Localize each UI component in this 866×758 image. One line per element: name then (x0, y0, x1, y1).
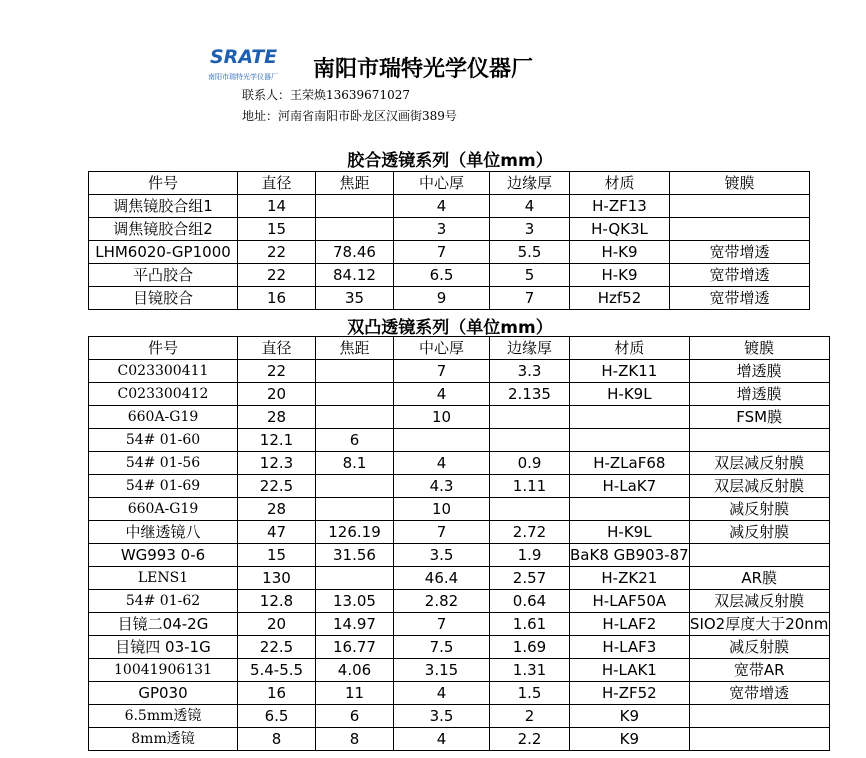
table-cell: BaK8 GB903-87 (570, 544, 690, 567)
table-cell: 宽带增透 (670, 287, 810, 310)
table-row (89, 218, 810, 241)
table-cell: H-ZF13 (570, 195, 670, 218)
table-cell: 2.2 (490, 728, 570, 751)
table-cell: 31.56 (316, 544, 394, 567)
table-cell: 16.77 (316, 636, 394, 659)
table-row (89, 705, 830, 728)
table-cell (670, 195, 810, 218)
column-header: 焦距 (316, 172, 394, 195)
table-cell: 78.46 (316, 241, 394, 264)
column-header: 件号 (89, 172, 238, 195)
table-cell: H-K9 (570, 241, 670, 264)
table-cell: 减反射膜 (689, 498, 829, 521)
table-cell: 8.1 (316, 452, 394, 475)
table-row (89, 521, 830, 544)
table-cell: 22 (238, 360, 316, 383)
contact-line: 联系人：王荣焕13639671027 (242, 88, 410, 102)
table-cell: 宽带增透 (689, 682, 829, 705)
table-cell: C023300412 (89, 383, 238, 406)
column-header: 直径 (238, 337, 316, 360)
table-cell: H-K9L (570, 521, 690, 544)
table-cell: 1.69 (490, 636, 570, 659)
address-line: 地址：河南省南阳市卧龙区汉画街389号 (242, 109, 457, 123)
table-cell: 7.5 (394, 636, 490, 659)
table-row (89, 636, 830, 659)
table-cell: H-LAF3 (570, 636, 690, 659)
table-row (89, 429, 830, 452)
table-row (89, 360, 830, 383)
table-row (89, 406, 830, 429)
table-cell: 54# 01-69 (89, 475, 238, 498)
table-cell: 2.57 (490, 567, 570, 590)
table-cell: 6.5mm透镜 (89, 705, 238, 728)
table-cell: 15 (238, 544, 316, 567)
table-cell: 28 (238, 498, 316, 521)
table-cell (316, 406, 394, 429)
table-cell: 6 (316, 429, 394, 452)
table-cell: 平凸胶合 (89, 264, 238, 287)
table-cell: 2.82 (394, 590, 490, 613)
table-row (89, 590, 830, 613)
table-cell: 目镜胶合 (89, 287, 238, 310)
table-cell: 14.97 (316, 613, 394, 636)
table-cell: 12.1 (238, 429, 316, 452)
table-cell: 1.5 (490, 682, 570, 705)
table-cell: 宽带增透 (670, 264, 810, 287)
table-cell: H-K9 (570, 264, 670, 287)
table-cell (490, 429, 570, 452)
table-cell (316, 195, 394, 218)
table-cell: 20 (238, 613, 316, 636)
table-cell (316, 360, 394, 383)
column-header: 材质 (570, 337, 690, 360)
column-header: 镀膜 (689, 337, 829, 360)
table-cell: 15 (238, 218, 316, 241)
table-cell: 调焦镜胶合组2 (89, 218, 238, 241)
table-cell: 调焦镜胶合组1 (89, 195, 238, 218)
table-cell (316, 383, 394, 406)
logo-wordmark: SRATE (210, 46, 278, 68)
table-cell: SIO2厚度大于20nm (689, 613, 829, 636)
table-cell: 10 (394, 498, 490, 521)
table-cell: 2.135 (490, 383, 570, 406)
column-header: 边缘厚 (490, 337, 570, 360)
table-cell: WG993 0-6 (89, 544, 238, 567)
table-cell: 8 (238, 728, 316, 751)
table-cell: 3.3 (490, 360, 570, 383)
table-cell (689, 429, 829, 452)
column-header: 件号 (89, 337, 238, 360)
table-row (89, 287, 810, 310)
table-cell: LHM6020-GP1000 (89, 241, 238, 264)
table-cell: 宽带增透 (670, 241, 810, 264)
section-title-cemented: 胶合透镜系列（单位mm） (347, 151, 553, 171)
table-cell: 9 (394, 287, 490, 310)
table-cell: 14 (238, 195, 316, 218)
table-header-row (89, 172, 810, 195)
table-cell: H-ZLaF68 (570, 452, 690, 475)
table-cell: 3 (490, 218, 570, 241)
table-row (89, 475, 830, 498)
logo-subtext: 南阳市瑞特光学仪器厂 (208, 73, 278, 81)
table-cell (316, 567, 394, 590)
table-cell: 2.72 (490, 521, 570, 544)
table-cell: 22.5 (238, 475, 316, 498)
table-cell: 11 (316, 682, 394, 705)
table-cell: 13.05 (316, 590, 394, 613)
table-cell: H-ZK11 (570, 360, 690, 383)
table-row (89, 613, 830, 636)
biconvex-lens-table (88, 336, 830, 751)
table-cell: 6.5 (394, 264, 490, 287)
table-cell: 7 (490, 287, 570, 310)
table-cell: 增透膜 (689, 360, 829, 383)
table-cell: 54# 01-56 (89, 452, 238, 475)
company-name: 南阳市瑞特光学仪器厂 (313, 56, 534, 82)
column-header: 材质 (570, 172, 670, 195)
table-cell: 12.8 (238, 590, 316, 613)
table-cell: 1.31 (490, 659, 570, 682)
column-header: 直径 (238, 172, 316, 195)
table-cell: 双层减反射膜 (689, 590, 829, 613)
table-row (89, 728, 830, 751)
table-cell: 84.12 (316, 264, 394, 287)
table-cell: 7 (394, 241, 490, 264)
table-row (89, 659, 830, 682)
table-cell: H-LAF50A (570, 590, 690, 613)
table-cell: 0.64 (490, 590, 570, 613)
table-cell: H-LaK7 (570, 475, 690, 498)
table-cell: H-QK3L (570, 218, 670, 241)
table-cell: 3 (394, 218, 490, 241)
table-cell: 减反射膜 (689, 636, 829, 659)
table-row (89, 498, 830, 521)
table-cell: H-ZK21 (570, 567, 690, 590)
table-row (89, 567, 830, 590)
table-cell: 126.19 (316, 521, 394, 544)
table-cell: K9 (570, 705, 690, 728)
table-cell: 47 (238, 521, 316, 544)
table-cell: FSM膜 (689, 406, 829, 429)
table-cell: 目镜四 03-1G (89, 636, 238, 659)
table-cell (490, 406, 570, 429)
table-row (89, 264, 810, 287)
column-header: 中心厚 (394, 337, 490, 360)
table-cell: 2 (490, 705, 570, 728)
table-cell (570, 429, 690, 452)
table-cell (570, 498, 690, 521)
table-row (89, 452, 830, 475)
table-cell: 10 (394, 406, 490, 429)
table-cell: 10041906131 (89, 659, 238, 682)
table-cell: 4.06 (316, 659, 394, 682)
table-cell: 46.4 (394, 567, 490, 590)
column-header: 中心厚 (394, 172, 490, 195)
table-cell: 4 (394, 383, 490, 406)
table-cell (394, 429, 490, 452)
table-cell: 1.9 (490, 544, 570, 567)
table-cell: 6.5 (238, 705, 316, 728)
table-cell: 22.5 (238, 636, 316, 659)
table-cell: 目镜二04-2G (89, 613, 238, 636)
table-cell: 4 (394, 195, 490, 218)
table-cell (316, 498, 394, 521)
table-cell: 16 (238, 287, 316, 310)
table-cell: 5.5 (490, 241, 570, 264)
table-cell: 减反射膜 (689, 521, 829, 544)
table-cell (570, 406, 690, 429)
table-cell: 28 (238, 406, 316, 429)
table-cell: GP030 (89, 682, 238, 705)
table-cell (670, 218, 810, 241)
table-cell: H-ZF52 (570, 682, 690, 705)
table-cell: 4 (490, 195, 570, 218)
table-cell: 3.15 (394, 659, 490, 682)
table-row (89, 544, 830, 567)
table-cell: K9 (570, 728, 690, 751)
table-header-row (89, 337, 830, 360)
table-cell: 4 (394, 682, 490, 705)
table-row (89, 241, 810, 264)
table-cell: 7 (394, 360, 490, 383)
table-cell: 双层减反射膜 (689, 475, 829, 498)
table-cell: 3.5 (394, 544, 490, 567)
table-cell: 5.4-5.5 (238, 659, 316, 682)
table-cell: 双层减反射膜 (689, 452, 829, 475)
section-title-biconvex: 双凸透镜系列（单位mm） (347, 318, 553, 338)
table-cell (689, 705, 829, 728)
table-cell: 130 (238, 567, 316, 590)
table-cell: 4.3 (394, 475, 490, 498)
table-cell: 12.3 (238, 452, 316, 475)
column-header: 边缘厚 (490, 172, 570, 195)
edge-decoration (856, 680, 866, 710)
table-cell: AR膜 (689, 567, 829, 590)
table-cell: 7 (394, 613, 490, 636)
table-cell: 4 (394, 728, 490, 751)
table-cell: 1.61 (490, 613, 570, 636)
table-cell: 宽带AR (689, 659, 829, 682)
table-cell: H-K9L (570, 383, 690, 406)
table-cell: 增透膜 (689, 383, 829, 406)
table-cell: 3.5 (394, 705, 490, 728)
table-cell: C023300411 (89, 360, 238, 383)
table-row (89, 383, 830, 406)
table-row (89, 682, 830, 705)
table-cell: 4 (394, 452, 490, 475)
table-cell: H-LAK1 (570, 659, 690, 682)
cemented-lens-table (88, 171, 810, 310)
column-header: 镀膜 (670, 172, 810, 195)
table-cell: 660A-G19 (89, 406, 238, 429)
table-cell: 6 (316, 705, 394, 728)
table-cell: 22 (238, 264, 316, 287)
table-cell (316, 218, 394, 241)
table-cell: 7 (394, 521, 490, 544)
company-logo (210, 46, 282, 86)
table-cell: 中继透镜八 (89, 521, 238, 544)
table-cell: 35 (316, 287, 394, 310)
table-cell: Hzf52 (570, 287, 670, 310)
table-cell: 8 (316, 728, 394, 751)
column-header: 焦距 (316, 337, 394, 360)
table-cell (689, 728, 829, 751)
table-cell: LENS1 (89, 567, 238, 590)
table-cell: 660A-G19 (89, 498, 238, 521)
table-cell (490, 498, 570, 521)
table-row (89, 195, 810, 218)
table-cell (689, 544, 829, 567)
table-cell: 8mm透镜 (89, 728, 238, 751)
table-cell: 1.11 (490, 475, 570, 498)
table-cell: 20 (238, 383, 316, 406)
table-cell: 54# 01-60 (89, 429, 238, 452)
table-cell: 5 (490, 264, 570, 287)
table-cell: 22 (238, 241, 316, 264)
table-cell: 16 (238, 682, 316, 705)
table-cell: 54# 01-62 (89, 590, 238, 613)
table-cell (316, 475, 394, 498)
table-cell: H-LAF2 (570, 613, 690, 636)
table-cell: 0.9 (490, 452, 570, 475)
